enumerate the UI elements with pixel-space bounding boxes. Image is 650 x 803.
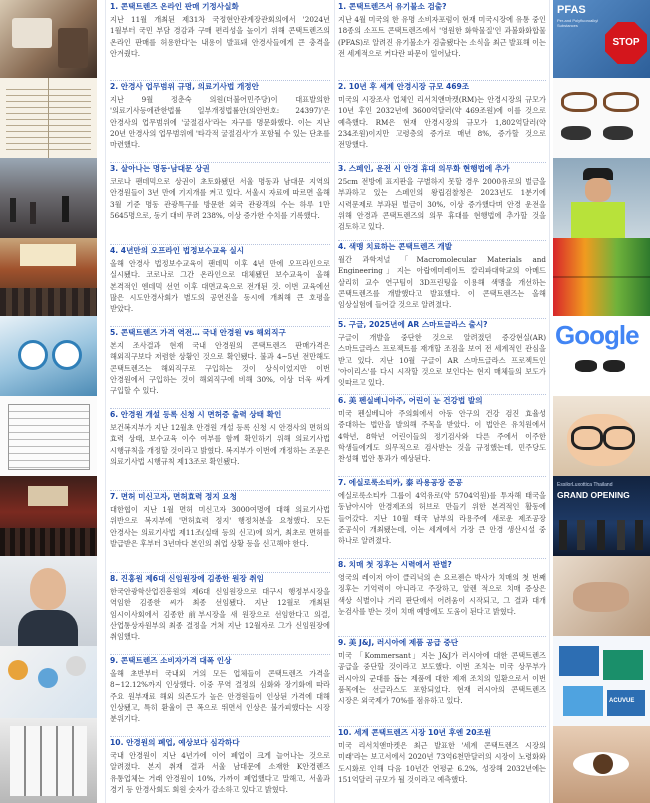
article-body: 25cm 전방에 표지판을 구별하지 못할 경우 2000유로의 벌금을 부과하고 있는 스페인의 왕립검찰청은 2023년도 1분기에 시력문제로 부과된 벌금이 30%, 이상 증가했다며 안경 운전을 위해 안경과 콘택트렌즈의 의무 휴대를 현행법에 추가할 것을 검토하고 있다. [338, 177, 546, 232]
article-body: 지난 4월 미국의 한 유명 소비자포럼이 현재 미국시장에 유통 중인 18종의 소프트 콘택트렌즈에서 '영원한 화학물질'인 과불화화합물(PFAS)로 알려진 유기불소가 검출됐다는 소식을 최근 발표해 이는 전 세계적으로 커다란 파문이 일어났다. [338, 15, 546, 58]
photo-myeongdong-street [0, 158, 97, 238]
article-body: 보건복지부가 지난 12월초 안경원 개설 등록 신청 시 안경사의 면허의 효력 상태, 보수교육 이수 여부를 함께 확인하기 위해 의료기사법 시행규칙을 개정할 것이라고 밝혔다. 복지부가 이번에 개정하는 조문은 의료기사법 시행규칙 제13조로 확인됐다. [110, 423, 330, 466]
article-divider [338, 726, 546, 727]
article-title: 1. 콘택트렌즈서 유기불소 검출? [338, 2, 447, 11]
article-title: 2. 10년 후 세계 안경시장 규모 469조 [338, 82, 470, 91]
grand-opening-label: GRAND OPENING [557, 490, 630, 500]
article-divider [338, 80, 546, 81]
stop-label: STOP [612, 37, 640, 48]
article-title: 5. 콘택트렌즈 가격 역전… 국내 안경원 vs 해외직구 [110, 328, 286, 337]
article-body: 에실로룩소티카 그룹이 4억유로(약 5704억원)를 투자해 태국을 동남아시아 안경제조의 허브로 만들기 위한 본격적인 활동에 들어갔다. 지난 10월 태국 남부의 라용주에 새로운 제조공장 준공식이 개최됐는데, 이는 세계에서 가장 큰 안경 생산시설 중 하나로 알려졌다. [338, 491, 546, 546]
article-title: 10. 세계 콘택트렌즈 시장 10년 후엔 20조원 [338, 728, 492, 737]
article [110, 328, 330, 408]
article-body: 국내 안경원이 지난 4년가에 이어 폐업이 크게 늘어나는 것으로 알려졌다. 본지 취재 결과 서울 남대문에 소재한 K안경렌즈 유통업체는 거래 안경원이 10%, 가까이 폐업했다고 말해고, 서울과 경기 등 안경사회도 회원 숫자가 감소하고 있다고 밝혔다. [110, 751, 330, 794]
article-body: 본지 조사결과 현재 국내 안경원의 콘택트렌즈 판매가격은 해외직구보다 저렴한 상황인 것으로 확인됐다. 불과 4~5년 전만해도 콘택트렌즈는 해외직구로 구입하는 것이 상식이었지만 이번 안경원에서 구입하는 것이 해외직구에 비해 30%, 이상 더욱 싸게 구입할 수 있다. [110, 341, 330, 396]
article-title: 10. 안경원의 폐업, 예상보다 심각하다 [110, 738, 240, 747]
article-body: 미국 리서치앤마켓은 최근 발표한 '세계 콘택트렌즈 시장의 미래'라는 보고서에서 2020년 73억6천만달러의 시장이 노령화와 도시화로 인해 다음 10년간 연평균 6.2%, 성장해 2032년에는 151억달러 규모가 될 것이라고 예측했다. [338, 741, 546, 784]
article-divider [110, 80, 330, 81]
article-divider [338, 394, 546, 395]
article-divider [110, 654, 330, 655]
article-title: 6. 美 펜실베니아주, 어린이 눈 건강법 발의 [338, 396, 483, 405]
article-divider [338, 476, 546, 477]
left-photo-column [0, 0, 97, 803]
acuvue-label: ACUVUE [609, 698, 635, 704]
photo-closed-store [0, 718, 97, 803]
column-divider [549, 0, 550, 803]
photo-acuvue-boxes [553, 636, 650, 726]
photo-colorful-produce [553, 238, 650, 316]
article [110, 164, 330, 244]
article-divider [338, 240, 546, 241]
article-divider [110, 244, 330, 245]
article-title: 6. 안경원 개설 등록 신청 시 면허증 출력 상태 확인 [110, 410, 282, 419]
grand-opening-brand: EssilorLuxottica Thailand [557, 482, 613, 488]
article [110, 656, 330, 736]
article-body: 미국 「Kommersant」지는 J&J가 러시아에 대한 콘택트렌즈 공급을 중단할 것이라고 보도했다. 이번 조치는 미국 상무부가 러시아의 군대를 돕는 제품에 대한 제재 조치의 일환으로서 이번 품목에는 선글라스도 포함되었다. 현재 러시아의 콘택트렌즈 시장은 외국제가 70%를 점유하고 있다. [338, 651, 546, 706]
photo-elderly-hands [553, 556, 650, 636]
article [110, 2, 330, 80]
photo-education-seminar [0, 238, 97, 316]
article [338, 164, 546, 240]
pfas-sublabel: Per-and Polyfluoroalkyl Substances [557, 18, 599, 28]
pfas-label: PFAS [557, 4, 586, 16]
article-body: 코로나 팬데믹으로 상권이 초토화됐던 서울 명동과 남대문 지역의 안경원들이 3년 만에 기지개를 켜고 있다. 서울시 자료에 따르면 올해 3월 기준 명동 관광특구를 방문한 외국 관광객의 수는 하루 1만 5645명으로, 동기 대비 무려 238%, 이상 증가한 수치를 기록했다. [110, 177, 330, 220]
article-title: 1. 콘택트렌즈 온라인 판매 기정사실화 [110, 2, 239, 11]
photo-grand-opening [553, 476, 650, 556]
article [338, 478, 546, 558]
article-body: 지난 9월 정춘숙 의원(더불어민주당)이 대표발의한 '의료기사등에관한법률 일부개정법률안(의안번호: 24397)'은 안경사의 업무범위에 '굴절검사'라는 자구를 명문화했다. 이는 지난 20년 안경사의 업무범위에 '타각적 굴절검사'가 포함될 수 있는 단초를 마련했다. [110, 95, 330, 150]
article-body: 미국의 시장조사 업체인 리서치앤마켓(RM)는 안경시장의 규모가 10년 후인 2032년에 3600억달러(약 469조원)에 이를 것으로 예측했다. RM은 현재 안경시장의 규모가 1,802억달러(약 234조원)이지만 고령층의 증가로 매년 8%, 증가할 것으로 전망했다. [338, 95, 546, 150]
article [110, 246, 330, 326]
photo-law-document [0, 78, 97, 158]
photo-eye-closeup [553, 726, 650, 803]
article-body: 올해 안경사 법정보수교육이 팬데믹 이후 4년 만에 오프라인으로 실시됐다. 코로나로 그간 온라인으로 대체됐던 보수교육이 올해 본격적인 엔데믹 선언 이후 대면교육으로 전개된 것. 이번 교육에선 많은 시도안경사회가 별도의 공연진을 동시에 개최해 큰 호평을 받았다. [110, 259, 330, 314]
photo-eyeglasses [553, 78, 650, 158]
photo-contact-lens-case [0, 316, 97, 396]
article-body: 구글이 개발을 중단한 것으로 알려졌던 증강현실(AR) 스마트글라스 프로젝트를 재개할 조짐을 보여 전 세계적인 관심을 받고 있다. 지난 10월 구글이 AR 스마트글라스 프로젝트인 '아이리스'를 다시 시작할 것으로 보인다는 현지 매체들의 보도가 잇따르고 있다. [338, 333, 546, 388]
photo-police-officer [553, 158, 650, 238]
article-divider [338, 162, 546, 163]
article-title: 8. 진홍원 제6대 신임원장에 김종한 원장 취임 [110, 574, 265, 583]
photo-license-form [0, 396, 97, 476]
article [110, 738, 330, 802]
news-column-international [338, 0, 546, 803]
article [338, 396, 546, 476]
article [110, 492, 330, 572]
article-body: 월간 과학저널 「Macromolecular Materials and Engineering」지는 아랍에미레이트 칼리파대학교의 아메드 살리히 교수 연구팀이 3D프린팅을 이용해 색맹을 개선하는 콘택트렌즈를 개발했다고 발표했다. 이 콘택트렌즈는 올해 임상실험에 들어갈 것으로 알려졌다. [338, 255, 546, 310]
photo-pfas-stop [553, 0, 650, 78]
article-divider [110, 490, 330, 491]
photo-director-portrait [0, 556, 97, 646]
article-divider [110, 326, 330, 327]
google-label: Google [555, 320, 639, 350]
article-title: 3. 스페인, 운전 시 안경 휴대 의무화 현행법에 추가 [338, 164, 510, 173]
article [110, 410, 330, 490]
article-title: 5. 구글, 2025년에 AR 스마트글라스 출시? [338, 320, 488, 329]
photo-lens-packages [0, 646, 97, 718]
article [338, 320, 546, 394]
photo-conference-hall [0, 476, 97, 556]
article-title: 4. 4년만의 오프라인 법정보수교육 실시 [110, 246, 245, 255]
article-body: 영국의 레이저 아이 클리닉의 숀 요르젠슨 박사가 치매의 첫 번째 징후는 기억력이 아니라고 주장하고, 알렌 적으로 치매 증상은 색상 식별이나 거리 판단에서 어려움이 시작되고, 그 결과 대개 눈검사를 받는 것이 치매 예방에도 도움이 된다고 밝혔다. [338, 573, 546, 616]
article [338, 242, 546, 318]
article [110, 82, 330, 162]
photo-child-eye-exam [553, 396, 650, 476]
column-divider [334, 0, 335, 803]
article [338, 2, 546, 80]
article-title: 7. 에실로룩소티카, 泰 라용공장 준공 [338, 478, 463, 487]
article [338, 560, 546, 636]
article-divider [110, 408, 330, 409]
article-title: 4. 색맹 치료하는 콘택트렌즈 개발 [338, 242, 453, 251]
article-divider [110, 162, 330, 163]
google-logo [555, 320, 639, 351]
article-body: 미국 펜실베니아 주의회에서 아동 안구의 건강 검진 효율성 증대하는 법안을 발의해 주목을 받았다. 이 법안은 유치원에서 4학년, 8학년 어린이들의 정기검사와 다른 주에서 이주한 학생들에게도 의무적으로 검사받는 것을 규정했는데, 민주당도 찬성해 법안 통과가 예상된다. [338, 409, 546, 464]
article-divider [110, 736, 330, 737]
article-body: 한국안광학산업진흥원의 제6대 신임원장으로 대구시 행정부시장을 역임한 김종한 씨가 최종 선임됐다. 지난 12월로 개최된 임시이사회에서 김종한 前부시장을 새 원장으로 선임한다고 의결, 산업통상자원부의 최종 결정을 거쳐 지난 12월자로 그가 신임원장에 취임했다. [110, 587, 330, 642]
article-divider [338, 636, 546, 637]
right-photo-column [553, 0, 650, 803]
article-title: 7. 면허 미신고자, 면허효력 정지 요청 [110, 492, 237, 501]
article-divider [110, 572, 330, 573]
photo-online-shopping [0, 0, 97, 78]
article [338, 82, 546, 162]
article [110, 574, 330, 654]
photo-google-glass [553, 316, 650, 396]
news-column-domestic [110, 0, 330, 803]
article [338, 728, 546, 802]
article-title: 9. 콘택트렌즈 소비자가격 대폭 인상 [110, 656, 232, 665]
article-body: 지난 11월 개최된 제31차 국정현안관계장관회의에서 '2024년 1월부터 국민 부담 경감과 구매 편리성을 높이기 위해 콘택트렌즈의 온라인 판매를 허용한다'는 내용이 발표돼 안경사들에게 큰 충격을 안겨줬다. [110, 15, 330, 58]
article-title: 3. 살아나는 명동·남대문 상권 [110, 164, 210, 173]
column-divider [105, 0, 106, 803]
article-title: 8. 치매 첫 징후는 시력에서 판별? [338, 560, 452, 569]
article-title: 9. 美 J&J, 러시아에 제품 공급 중단 [338, 638, 459, 647]
article-divider [338, 558, 546, 559]
article-body: 대한협이 지난 1월 면허 미신고자 3000여명에 대해 의료기사법 위반으로 복지부에 '면허효력 정지' 행정처분을 요청했다. 모든 안경사는 의료기사법 제11조(실태 등의 신고)에 의거, 최초로 면허를 발급받은 후부터 3년마다 본인의 취업 상황 등을 신고해야 한다. [110, 505, 330, 548]
article [338, 638, 546, 726]
article-body: 올해 초반부터 국내외 거의 모든 업체들이 콘택트렌즈 가격을 8~12.12%까지 인상했다. 이중 무역 결정의 심화와 장기화에 따라 주요 원부재료 해외 의존도가 높은 안경원들이 인상된 가격에 대해 인상됐고, 특히 환율이 큰 폭으로 뛰면서 인상은 불가피했다는 시장 분위기다. [110, 669, 330, 724]
article-divider [338, 318, 546, 319]
article-title: 2. 안경사 업무범위 규명, 의료기사법 개정안 [110, 82, 259, 91]
